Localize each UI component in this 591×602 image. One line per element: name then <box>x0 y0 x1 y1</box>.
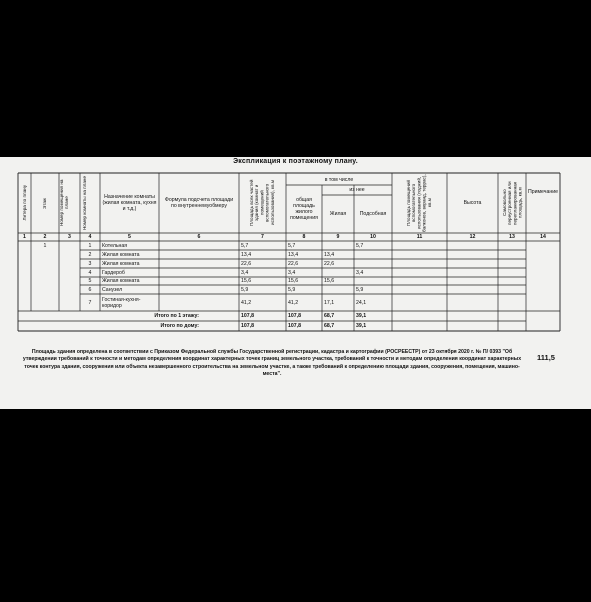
document-title: Экспликация к поэтажному плану. <box>233 158 358 165</box>
header-etazh <box>31 173 59 233</box>
header-vysota: Высота <box>463 200 482 206</box>
row-aux: 5,9 <box>356 286 364 293</box>
header-vspom <box>392 173 447 233</box>
row-number: 3 <box>88 260 92 267</box>
floor_total-label: Итого по 1 этажу: <box>154 313 199 319</box>
header-naznach: Назначение комнаты (жилая комната, кухня и т.д.) <box>102 194 157 212</box>
row-name: Котельная <box>102 242 128 249</box>
row-aux: 5,7 <box>356 242 364 249</box>
house_total-total: 107,8 <box>288 323 301 329</box>
row-number: 4 <box>88 269 92 276</box>
row-aux: 3,4 <box>356 269 364 276</box>
header-samovol <box>498 173 526 233</box>
row-number: 6 <box>88 286 92 293</box>
row-etazh <box>31 268 59 277</box>
row-aux: 24,1 <box>356 299 367 306</box>
column-number: 2 <box>43 234 47 240</box>
header-samovol-text: Самовольно переустроенная или перепланированная площадь, кв.м <box>501 181 523 225</box>
row-area: 15,6 <box>241 278 252 284</box>
row-area: 3,4 <box>241 269 249 276</box>
row-total: 13,4 <box>288 251 299 258</box>
row-etazh <box>31 259 59 268</box>
row-name: Жилая комната <box>102 251 140 258</box>
row-number: 2 <box>88 251 92 258</box>
row-area: 41,2 <box>241 299 252 306</box>
column-number: 13 <box>509 234 515 240</box>
column-number: 11 <box>416 234 423 240</box>
explication-document <box>0 157 591 409</box>
header-obshchaya: общая площадь жилого помещения <box>290 197 318 221</box>
row-live: 15,6 <box>324 278 335 284</box>
row-live <box>322 268 356 277</box>
header-group: в том числе <box>324 177 354 183</box>
row-name: Жилая комната <box>102 278 140 284</box>
header-formula: Формула подсчета площади по внутреннемуобмеру <box>164 197 234 209</box>
row-etazh <box>31 285 59 294</box>
row-live: 17,1 <box>324 299 335 306</box>
row-number: 5 <box>88 278 92 284</box>
row-name: Гостиная-кухня-коридор <box>102 296 141 309</box>
row-live: 22,6 <box>324 260 335 267</box>
floor_total-total: 107,8 <box>288 313 301 319</box>
row-area: 5,9 <box>241 286 249 293</box>
row-number: 1 <box>88 242 92 249</box>
column-number: 1 <box>23 234 26 240</box>
row-number: 7 <box>88 299 92 306</box>
header-pomeshch-text: Номер помещения на плане <box>59 179 70 227</box>
house_total-area: 107,8 <box>241 323 254 329</box>
header-etazh-text: Этаж <box>42 197 48 209</box>
floor_total-live: 68,7 <box>324 313 335 319</box>
header-komnata <box>70 173 101 233</box>
house_total-aux: 39,1 <box>356 323 367 329</box>
row-etazh <box>31 294 59 311</box>
column-number: 12 <box>469 234 476 240</box>
column-number: 6 <box>197 234 201 240</box>
total-area-value: 111,5 <box>537 353 555 362</box>
row-etazh <box>31 250 59 259</box>
header-komnata-text: Номер комнаты на плане <box>82 175 88 231</box>
row-area: 13,4 <box>241 251 252 258</box>
house_total-live: 68,7 <box>324 323 335 329</box>
row-area: 5,7 <box>241 242 249 249</box>
row-aux <box>354 259 394 268</box>
header-zhilaya: Жилая <box>329 211 347 217</box>
column-number: 5 <box>128 234 131 240</box>
row-aux <box>354 277 394 285</box>
header-subgroup: из нее <box>349 187 365 193</box>
column-number: 10 <box>370 234 376 240</box>
column-number: 7 <box>261 234 264 240</box>
header-primech: Примечание <box>527 189 559 195</box>
row-aux <box>354 250 394 259</box>
row-etazh: 1 <box>43 242 47 249</box>
row-total: 22,6 <box>288 260 299 267</box>
row-live <box>322 241 356 250</box>
column-number: 4 <box>88 234 92 240</box>
row-total: 5,7 <box>288 242 296 249</box>
row-etazh <box>31 277 59 285</box>
column-number: 14 <box>540 234 546 240</box>
row-total: 41,2 <box>288 299 299 306</box>
floor_total-aux: 39,1 <box>356 313 367 319</box>
row-total: 5,9 <box>288 286 296 293</box>
header-ploshchad-text: Площадь всех частей здания (комнат и помещений вспомогательного использования), кв.м <box>249 179 276 227</box>
header-podsobnaya: Подсобная <box>359 211 387 217</box>
column-number: 3 <box>68 234 71 240</box>
row-name: Санузел <box>102 286 123 293</box>
column-number: 8 <box>302 234 306 240</box>
floor_total-area: 107,8 <box>241 313 254 319</box>
header-litera-text: Литера по плану <box>21 185 27 221</box>
header-litera <box>18 173 31 233</box>
house_total-label: Итого по дому: <box>160 323 199 329</box>
row-name: Жилая комната <box>102 260 140 267</box>
row-area: 22,6 <box>241 260 252 267</box>
row-total: 15,6 <box>288 278 299 284</box>
header-vspom-text: Площадь помещений вспомогательного использования (лоджий, балконов, веранд, террас), кв.м <box>406 174 433 232</box>
footnote: Площадь здания определена в соответствии с Приказом Федеральной службы Государственной регистрации, кадастра и картографии (РОСРЕЕСТР) от 23 октября 2020 г. № П/ 0393 "Об утверждении требований к точности и методам определения координат характерных точек границ земельного участка, требований к точности и методам определения координат характерных точек контура здания, сооружения или объекта незавершенного строительства на земельном участке, а также требований к определению площади здания, сооружения, помещения, машино-места". <box>22 349 522 377</box>
row-name: Гардероб <box>102 269 125 276</box>
header-pomeshch <box>59 173 70 233</box>
row-live <box>322 285 356 294</box>
header-ploshchad <box>239 173 286 233</box>
row-live: 13,4 <box>324 251 335 258</box>
column-number: 9 <box>336 234 340 240</box>
row-total: 3,4 <box>288 269 296 276</box>
